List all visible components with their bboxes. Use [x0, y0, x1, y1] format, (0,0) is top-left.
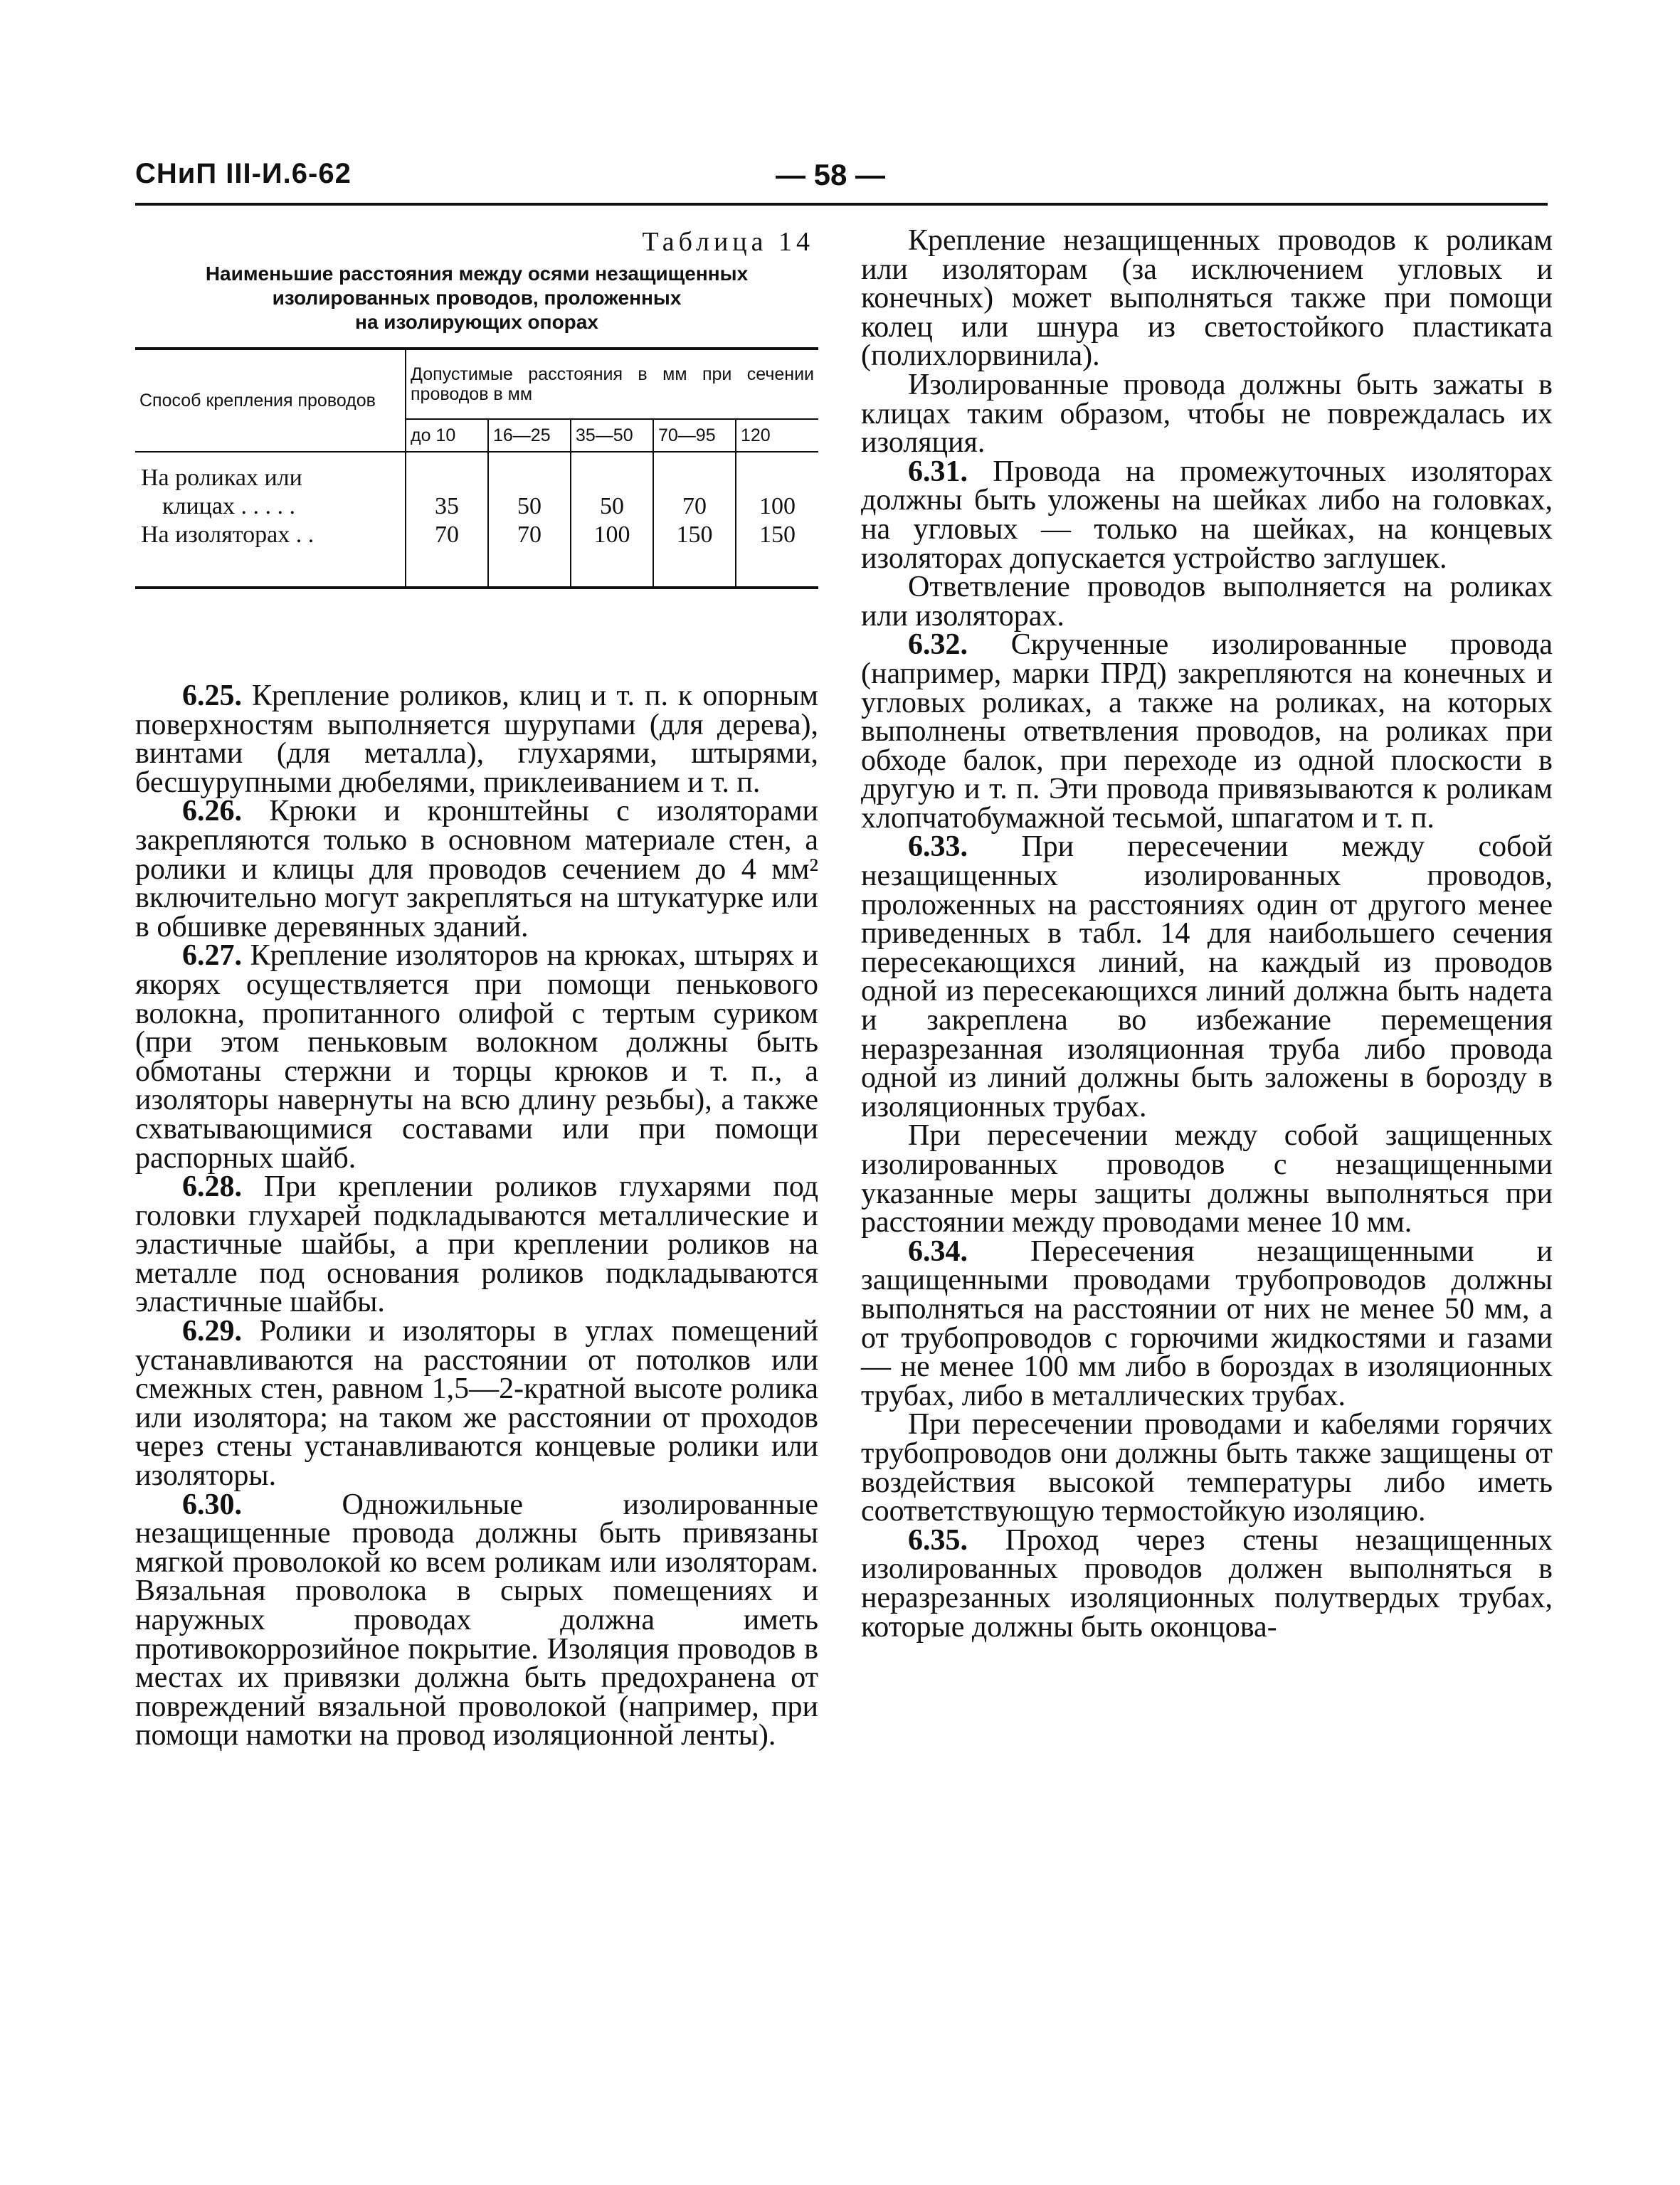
paragraph [861, 628, 1553, 835]
table-caption-line: на изолирующих опорах [355, 311, 598, 333]
paragraph-number: 6.34. [908, 1234, 968, 1268]
paragraph [861, 457, 1553, 573]
row-leader: . . [290, 522, 315, 548]
paragraph-text: Изолированные провода должны быть зажаты в клицах таким образом, чтобы не повреждалась их изоляция. [861, 368, 1553, 460]
paragraph [861, 226, 1553, 371]
paragraph-text: Пересечения незащищенными и защищенными проводами трубопроводов должны выполняться на расстоянии от них не менее 50 мм, а от трубопроводов с горючими жидкостями и газами — не менее 100 мм либо в бороздах в изоляционных трубах, либо в металлических трубах. [861, 1234, 1553, 1412]
paragraph-text: Ролики и изоляторы в углах помещений устанавливаются на расстоянии от потолков или смежных стен, равном 1,5—2-кратной высоте ролика или изолятора; на таком же расстоянии от проходов через стены устанавливаются концевые ролики или изоляторы. [135, 1315, 818, 1493]
paragraph-number: 6.29. [182, 1315, 242, 1348]
row-label [135, 464, 406, 521]
paragraph-text: Крюки и кронштейны с изоляторами закрепляются только в основном материале стен, а ролики и клицы для проводов сечением до 4 мм² включительно могут закрепляться на штукатурке или в обшивке деревянных зданий. [135, 795, 818, 943]
paragraph-number: 6.31. [908, 455, 968, 488]
table-cell: 100 [571, 521, 653, 549]
row-leader: . . . . . [234, 493, 295, 519]
paragraph-text: Крепление незащищенных проводов к роликам или изоляторам (за исключением угловых и конечных) может выполняться также при помощи колец или шнура из светостойкого пластиката (полихлорвинила). [861, 224, 1553, 373]
paragraph-text: При пересечении между собой незащищенных изолированных проводов, проложенных на расстояниях один от другого менее приведенных в табл. 14 для наибольшего сечения пересекающихся линий, на каждый из проводов одной из пересекающихся линий должна быть надета и закреплена во избежание перемещения неразрезанная изоляционная труба либо провода одной из линий должны быть заложены в борозду в изоляционных трубах. [861, 830, 1553, 1123]
paragraph [861, 1234, 1553, 1412]
paragraph-text: Ответвление проводов выполняется на роликах или изоляторах. [861, 571, 1553, 633]
paragraph-number: 6.28. [182, 1170, 242, 1204]
paragraph [135, 941, 818, 1173]
page-header [135, 158, 1558, 201]
paragraph-text: Крепление роликов, клиц и т. п. к опорным поверхностям выполняется шурупами (для дерева), винтами (для металла), глухарями, штырями, бесшурупными дюбелями, приклеиванием и т. п. [135, 679, 818, 799]
paragraph [861, 1523, 1553, 1644]
paragraph-number: 6.32. [908, 628, 968, 662]
paragraph [861, 832, 1553, 1121]
paragraph [861, 571, 1553, 633]
row-label-line [141, 492, 399, 521]
paragraph [861, 1408, 1553, 1528]
header-section: 70—95 [653, 419, 736, 452]
left-column [135, 226, 818, 1750]
right-column [861, 224, 1553, 1644]
paragraph-number: 6.35. [908, 1523, 968, 1557]
table-cell: 50 [488, 464, 571, 521]
paragraph [135, 1317, 818, 1491]
table-14 [135, 226, 818, 682]
table-cell: 70 [406, 521, 488, 549]
paragraph [861, 368, 1553, 460]
table-cell: 150 [653, 521, 736, 549]
paragraph-number: 6.26. [182, 795, 242, 828]
header-section: 35—50 [571, 419, 653, 452]
paragraph-number: 6.27. [182, 939, 242, 973]
table-caption [135, 262, 818, 334]
table-row [135, 521, 818, 549]
paragraph-number: 6.33. [908, 830, 968, 864]
table-caption-line: изолированных проводов, проложенных [272, 287, 682, 309]
table-cell: 100 [736, 464, 818, 521]
table-cell: 50 [571, 464, 653, 521]
paragraph [135, 679, 818, 799]
row-label-text: клицах [162, 493, 235, 519]
table-caption-line: Наименьшие расстояния между осями незащищенных [205, 263, 749, 285]
table-cell: 150 [736, 521, 818, 549]
page-number: — 58 — [776, 158, 886, 191]
paragraph-text: Провода на промежуточных изоляторах должны быть уложены на шейках либо на головках, на угловых — только на шейках, на концевых изоляторах допускается устройство заглушек. [861, 455, 1553, 575]
table-cell: 35 [406, 464, 488, 521]
table-row [135, 464, 818, 521]
header-section: 16—25 [488, 419, 571, 452]
table-cell: 70 [488, 521, 571, 549]
distance-table [135, 347, 818, 589]
paragraph-text: Скрученные изолированные провода (например, марки ПРД) закрепляются на конечных и угловых роликах, а также на роликах, на которых выполнены ответвления проводов, на роликах при обходе балок, при переходе из одной плоскости в другую и т. п. Эти провода привязываются к роликам хлопчатобумажной тесьмой, шпагатом и т. п. [861, 628, 1553, 835]
row-label-text: На изоляторах [141, 522, 290, 548]
header-section: 120 [736, 419, 818, 452]
paragraph [861, 1121, 1553, 1237]
paragraph [135, 1488, 818, 1752]
paragraph-text: Одножильные изолированные незащищенные провода должны быть привязаны мягкой проволокой ко всем роликам или изоляторам. Вязальная проволока в сырых помещениях и наружных проводах должна иметь противокоррозийное покрытие. Изоляция проводов в местах их привязки должна быть предохранена от повреждений вязальной проволокой (например, при помощи намотки на провод изоляционной ленты). [135, 1488, 818, 1752]
paragraph [135, 1170, 818, 1319]
paragraph-text: Крепление изоляторов на крюках, штырях и якорях осуществляется при помощи пенькового волокна, пропитанного олифой с тертым суриком (при этом пеньковым волокном должны быть обмотаны стержни и торцы крюков и т. п., а изоляторы навернуты на всю длину резьбы), а также схватывающимися составами или при помощи распорных шайб. [135, 939, 818, 1175]
paragraph [135, 797, 818, 941]
header-section: до 10 [406, 419, 488, 452]
paragraph-number: 6.30. [182, 1488, 242, 1521]
paragraph-text: При пересечении проводами и кабелями горячих трубопроводов они должны быть также защищены от воздействия высокой температуры либо иметь соответствующую термостойкую изоляцию. [861, 1408, 1553, 1528]
header-method: Способ крепления проводов [135, 349, 406, 452]
table-cell: 70 [653, 464, 736, 521]
paragraph-text: Проход через стены незащищенных изолированных проводов должен выполняться в неразрезанных изоляционных полутвердых трубах, которые должны быть оконцова- [861, 1523, 1553, 1644]
document-code: СНиП III-И.6-62 [135, 158, 352, 189]
paragraph-text: При пересечении между собой защищенных изолированных проводов с незащищенными указанные меры защиты должны выполняться при расстоянии между проводами менее 10 мм. [861, 1119, 1553, 1239]
paragraph-text: При креплении роликов глухарями под головки глухарей подкладываются металлические и эластичные шайбы, а при креплении роликов на металле под основания роликов подкладываются эластичные шайбы. [135, 1170, 818, 1319]
header-distance: Допустимые расстояния в мм при сечении проводов в мм [406, 349, 818, 419]
table-label: Таблица 14 [642, 227, 814, 257]
paragraph-number: 6.25. [182, 679, 242, 712]
row-label [135, 521, 406, 549]
header-rule [135, 203, 1548, 206]
row-label-line: На роликах или [141, 465, 302, 491]
